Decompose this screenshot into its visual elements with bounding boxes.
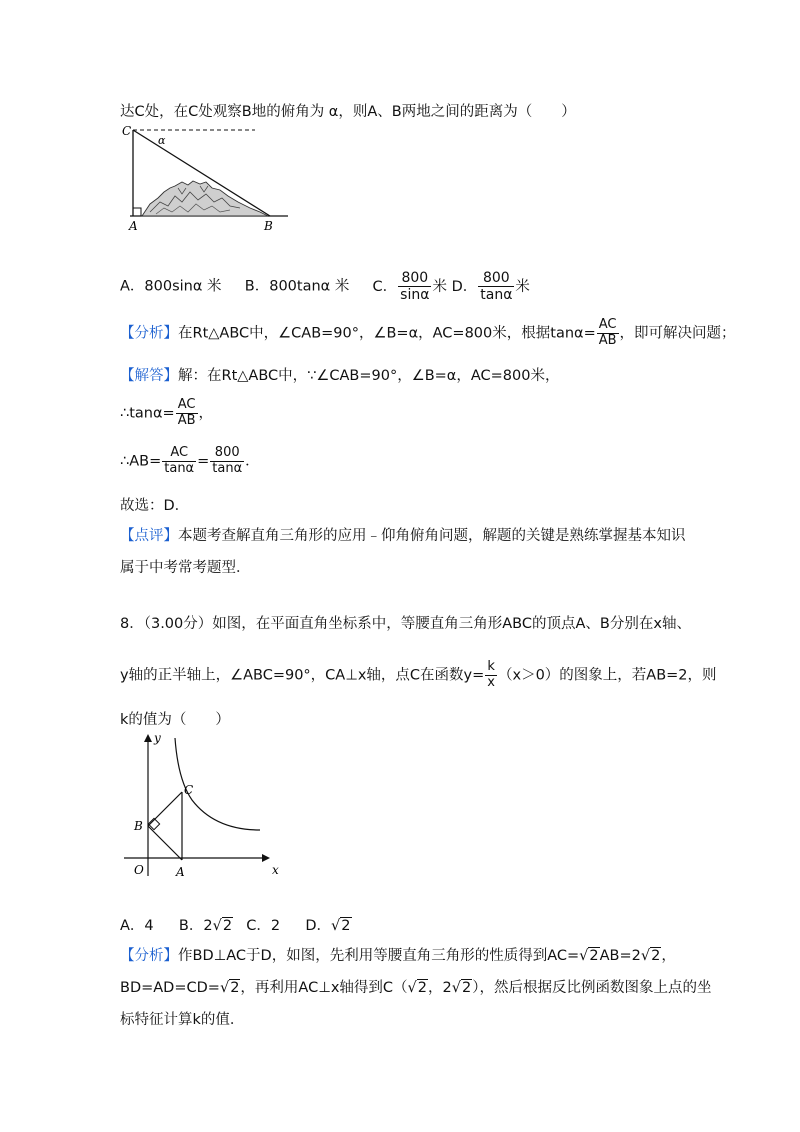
- fig1-label-a: A: [129, 219, 138, 233]
- analysis-tag: 【分析】: [120, 325, 178, 342]
- q7-comment-line1: 【点评】本题考查解直角三角形的应用﹣仰角俯角问题，解题的关键是熟练掌握基本知识: [120, 528, 686, 544]
- q7-comment-line2: 属于中考常考题型．: [120, 560, 251, 576]
- q7-stem-tail: 达C处，在C处观察B地的俯角为 α，则A、B两地之间的距离为（ ）: [120, 104, 576, 120]
- figure-mountain-triangle: [120, 122, 295, 234]
- q7-solution-line2: ∴tanα= $\frac{AC}{AB}$ ，: [120, 397, 214, 428]
- q8-option-b: B．2√2: [178, 918, 233, 934]
- fig1-label-c: C: [122, 124, 132, 138]
- q8-stem-line1: 8．（3.00分）如图，在平面直角坐标系中，等腰直角三角形ABC的顶点A、B分别在x轴、: [120, 616, 691, 632]
- fig2-label-y: y: [154, 731, 161, 745]
- fig1-label-alpha: α: [158, 134, 166, 147]
- q7-option-b: B．800tanα 米: [244, 278, 350, 295]
- q8-option-d: D．√2: [305, 918, 351, 934]
- figure-coordinate-plane: [120, 730, 290, 880]
- q8-options: [120, 914, 352, 935]
- q8-option-a: A．4: [120, 918, 154, 934]
- q7-solution-line4: 故选：D．: [120, 498, 190, 514]
- comment-tag: 【点评】: [120, 528, 178, 544]
- fig1-label-b: B: [264, 219, 273, 233]
- q7-solution-line1: 【解答】解：在Rt△ABC中，∵∠CAB=90°，∠B=α，AC=800米，: [120, 368, 560, 384]
- fig2-label-o: O: [134, 863, 144, 877]
- solution-tag: 【解答】: [120, 368, 178, 384]
- q7-solution-line3: ∴AB= $\frac{AC}{\tan\alpha}$ = $\frac{800}{\tan\alpha}$ ．: [120, 445, 260, 476]
- q8-analysis-line3: 标特征计算k的值．: [120, 1012, 245, 1028]
- q7-analysis: 【分析】在Rt△ABC中，∠CAB=90°，∠B=α，AC=800米，根据tanα= $\frac{AC}{AB}$ ，即可解决问题；: [120, 317, 736, 348]
- q8-stem-line3: k的值为（ ）: [120, 712, 230, 728]
- q8-stem-line2: y轴的正半轴上，∠ABC=90°，CA⊥x轴，点C在函数y= $\frac{k}{x}$ （x＞0）的图象上，若AB=2，则: [120, 659, 717, 690]
- q8-analysis-line2: BD=AD=CD=√2，再利用AC⊥x轴得到C（√2，2√2），然后根据反比例函数图象上点的坐: [120, 980, 712, 996]
- q7-options: [120, 270, 530, 303]
- q8-analysis-line1: 【分析】作BD⊥AC于D，如图，先利用等腰直角三角形的性质得到AC=√2AB=2√2，: [120, 948, 676, 964]
- fig2-label-a: A: [176, 865, 185, 879]
- fig2-label-x: x: [272, 863, 279, 877]
- q7-option-a: A．800sinα 米: [120, 278, 222, 295]
- q7-option-c: C． $\frac{800}{\sin\alpha}$ 米: [372, 270, 447, 304]
- q8-option-c: C．2: [246, 918, 281, 934]
- q8-analysis-tag: 【分析】: [120, 948, 178, 964]
- fig2-label-b: B: [134, 819, 143, 833]
- fig2-label-c: C: [184, 783, 194, 797]
- q7-option-d: D． $\frac{800}{\tan\alpha}$ 米: [451, 270, 530, 304]
